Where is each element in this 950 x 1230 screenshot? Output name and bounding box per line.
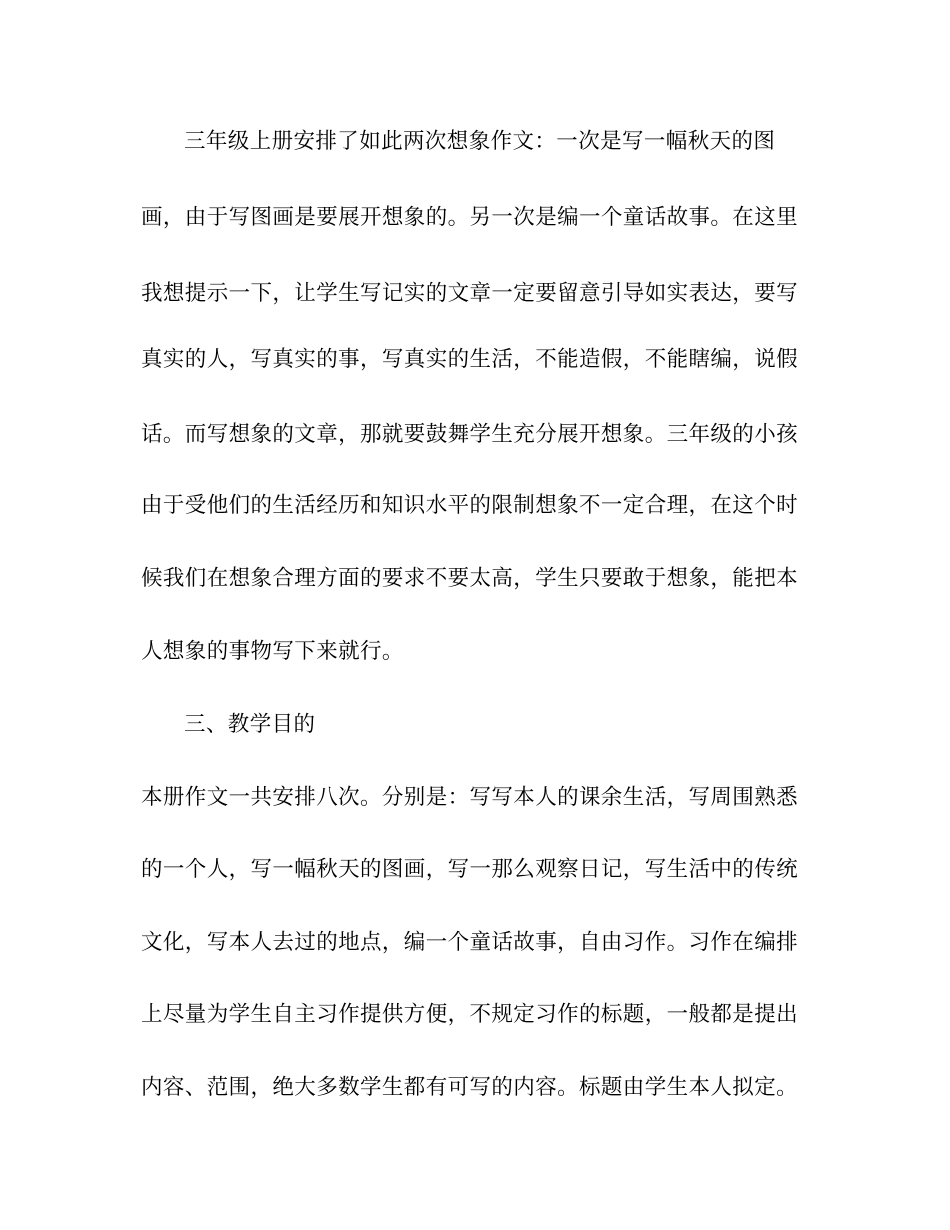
- section-heading: 三、教学目的: [184, 712, 316, 737]
- paragraph-line: 人想象的事物写下来就行。: [141, 639, 404, 664]
- paragraph-line: 上尽量为学生自主习作提供方便，不规定习作的标题，一般都是提出: [141, 1002, 799, 1027]
- paragraph-line: 话。而写想象的文章，那就要鼓舞学生充分展开想象。三年级的小孩: [141, 422, 799, 447]
- paragraph-line: 由于受他们的生活经历和知识水平的限制想象不一定合理，在这个时: [141, 493, 799, 518]
- paragraph-line: 我想提示一下，让学生写记实的文章一定要留意引导如实表达，要写: [141, 281, 799, 306]
- paragraph-line: 内容、范围，绝大多数学生都有可写的内容。标题由学生本人拟定。: [141, 1075, 799, 1100]
- paragraph-line: 画，由于写图画是要展开想象的。另一次是编一个童话故事。在这里: [141, 205, 799, 230]
- paragraph-line: 候我们在想象合理方面的要求不要太高，学生只要敢于想象，能把本: [141, 566, 799, 591]
- paragraph-line: 三年级上册安排了如此两次想象作文：一次是写一幅秋天的图: [184, 129, 776, 154]
- paragraph-line: 的一个人，写一幅秋天的图画，写一那么观察日记，写生活中的传统: [141, 857, 799, 882]
- paragraph-line: 真实的人，写真实的事，写真实的生活，不能造假，不能瞎编，说假: [141, 347, 799, 372]
- paragraph-line: 本册作文一共安排八次。分别是：写写本人的课余生活，写周围熟悉: [141, 785, 799, 810]
- paragraph-line: 文化，写本人去过的地点，编一个童话故事，自由习作。习作在编排: [141, 930, 799, 955]
